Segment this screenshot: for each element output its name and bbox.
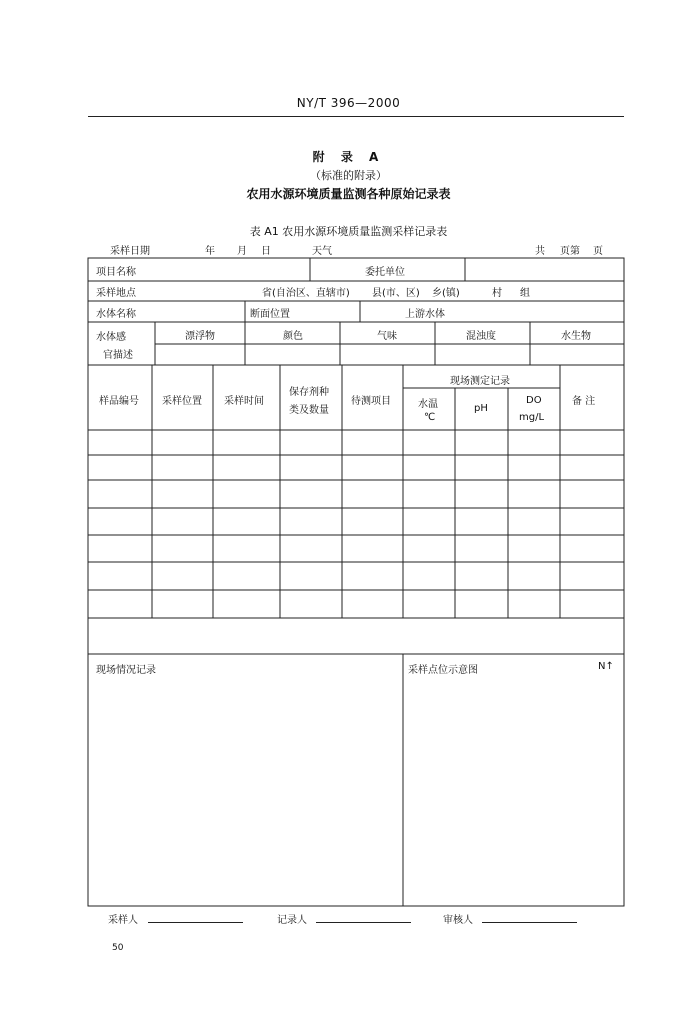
col-preservative-line1: 保存剂种 xyxy=(289,387,329,398)
reviewer-line xyxy=(482,922,577,923)
day-label: 日 xyxy=(261,246,271,257)
col-test-items: 待测项目 xyxy=(351,396,391,407)
province-label: 省(自治区、直辖市) xyxy=(262,288,350,299)
aquatic-life-label: 水生物 xyxy=(561,331,591,342)
weather-label: 天气 xyxy=(312,246,332,257)
appendix-subtitle: （标准的附录） xyxy=(310,169,387,182)
section-position-label: 断面位置 xyxy=(250,309,290,320)
col-remarks: 备 注 xyxy=(572,396,596,407)
col-preservative-line2: 类及数量 xyxy=(289,405,329,416)
water-sensory-label-line2: 官描述 xyxy=(103,350,133,361)
page-total-label: 共 xyxy=(535,246,545,257)
col-do: DO xyxy=(526,395,542,406)
reviewer-label: 审核人 xyxy=(443,915,473,926)
sampling-location-label: 采样地点 xyxy=(96,288,136,299)
water-sensory-label-line1: 水体感 xyxy=(96,332,126,343)
col-sampling-time: 采样时间 xyxy=(224,396,264,407)
north-mark: N↑ xyxy=(598,661,614,672)
month-label: 月 xyxy=(237,246,247,257)
col-ph: pH xyxy=(474,403,488,414)
col-field-record: 现场测定记录 xyxy=(450,376,510,387)
col-sample-no: 样品编号 xyxy=(99,396,139,407)
appendix-heading: 农用水源环境质量监测各种原始记录表 xyxy=(246,187,451,201)
col-sampling-position: 采样位置 xyxy=(162,396,202,407)
county-label: 县(市、区) xyxy=(372,288,420,299)
page-num-label: 页第 xyxy=(560,246,580,257)
sampling-date-label: 采样日期 xyxy=(110,246,150,257)
year-label: 年 xyxy=(205,246,215,257)
project-name-label: 项目名称 xyxy=(96,267,136,278)
turbidity-label: 混浊度 xyxy=(466,331,496,342)
color-label: 颜色 xyxy=(283,331,303,342)
page-number: 50 xyxy=(112,943,124,953)
field-notes-label: 现场情况记录 xyxy=(96,665,156,676)
township-label: 乡(镇) xyxy=(432,288,460,299)
site-sketch-label: 采样点位示意图 xyxy=(408,665,478,676)
water-body-name-label: 水体名称 xyxy=(96,309,136,320)
sampler-label: 采样人 xyxy=(108,915,138,926)
village-label: 村 xyxy=(492,288,502,299)
odor-label: 气味 xyxy=(377,331,397,342)
standard-code: NY/T 396—2000 xyxy=(296,96,401,110)
col-water-temp-unit: ℃ xyxy=(424,412,436,423)
col-water-temp: 水温 xyxy=(418,399,438,410)
table-caption: 表 A1 农用水源环境质量监测采样记录表 xyxy=(249,225,448,238)
col-do-unit: mg/L xyxy=(519,412,545,423)
floating-label: 漂浮物 xyxy=(185,331,215,342)
recorder-label: 记录人 xyxy=(277,915,307,926)
group-label: 组 xyxy=(520,288,530,299)
page-unit-label: 页 xyxy=(593,246,603,257)
recorder-line xyxy=(316,922,411,923)
upstream-water-body-label: 上游水体 xyxy=(405,309,445,320)
client-unit-label: 委托单位 xyxy=(365,267,405,278)
sampler-line xyxy=(148,922,243,923)
appendix-title: 附 录 A xyxy=(312,150,385,164)
